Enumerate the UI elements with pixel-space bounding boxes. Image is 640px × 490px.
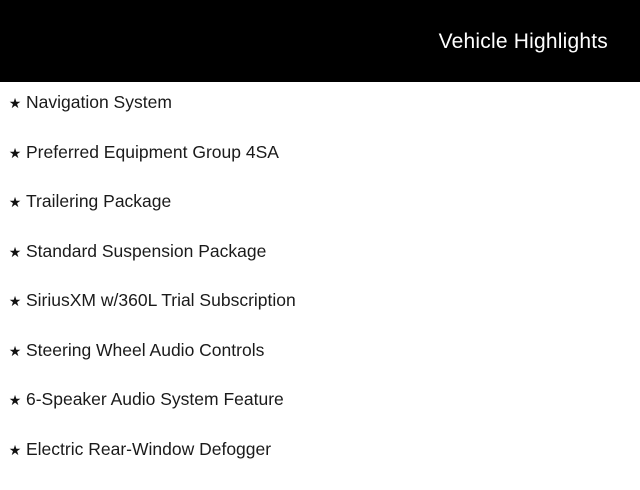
list-item bbox=[0, 292, 640, 342]
star-icon: ★ bbox=[0, 443, 26, 457]
header-bar bbox=[0, 0, 640, 82]
list-item bbox=[0, 243, 640, 293]
star-icon: ★ bbox=[0, 146, 26, 160]
star-icon: ★ bbox=[0, 393, 26, 407]
page-title: Vehicle Highlights bbox=[439, 31, 608, 52]
star-icon: ★ bbox=[0, 195, 26, 209]
star-icon: ★ bbox=[0, 344, 26, 358]
list-item bbox=[0, 342, 640, 392]
vehicle-highlights-list bbox=[0, 82, 640, 490]
star-icon: ★ bbox=[0, 245, 26, 259]
list-item bbox=[0, 94, 640, 144]
list-item bbox=[0, 441, 640, 490]
star-icon: ★ bbox=[0, 96, 26, 110]
list-item-label: Trailering Package bbox=[26, 193, 171, 211]
list-item bbox=[0, 193, 640, 243]
list-item-label: 6-Speaker Audio System Feature bbox=[26, 391, 284, 409]
list-item-label: Electric Rear-Window Defogger bbox=[26, 441, 271, 459]
list-item bbox=[0, 391, 640, 441]
star-icon: ★ bbox=[0, 294, 26, 308]
list-item bbox=[0, 144, 640, 194]
list-item-label: Preferred Equipment Group 4SA bbox=[26, 144, 279, 162]
list-item-label: Standard Suspension Package bbox=[26, 243, 266, 261]
list-item-label: Steering Wheel Audio Controls bbox=[26, 342, 264, 360]
list-item-label: SiriusXM w/360L Trial Subscription bbox=[26, 292, 296, 310]
list-item-label: Navigation System bbox=[26, 94, 172, 112]
